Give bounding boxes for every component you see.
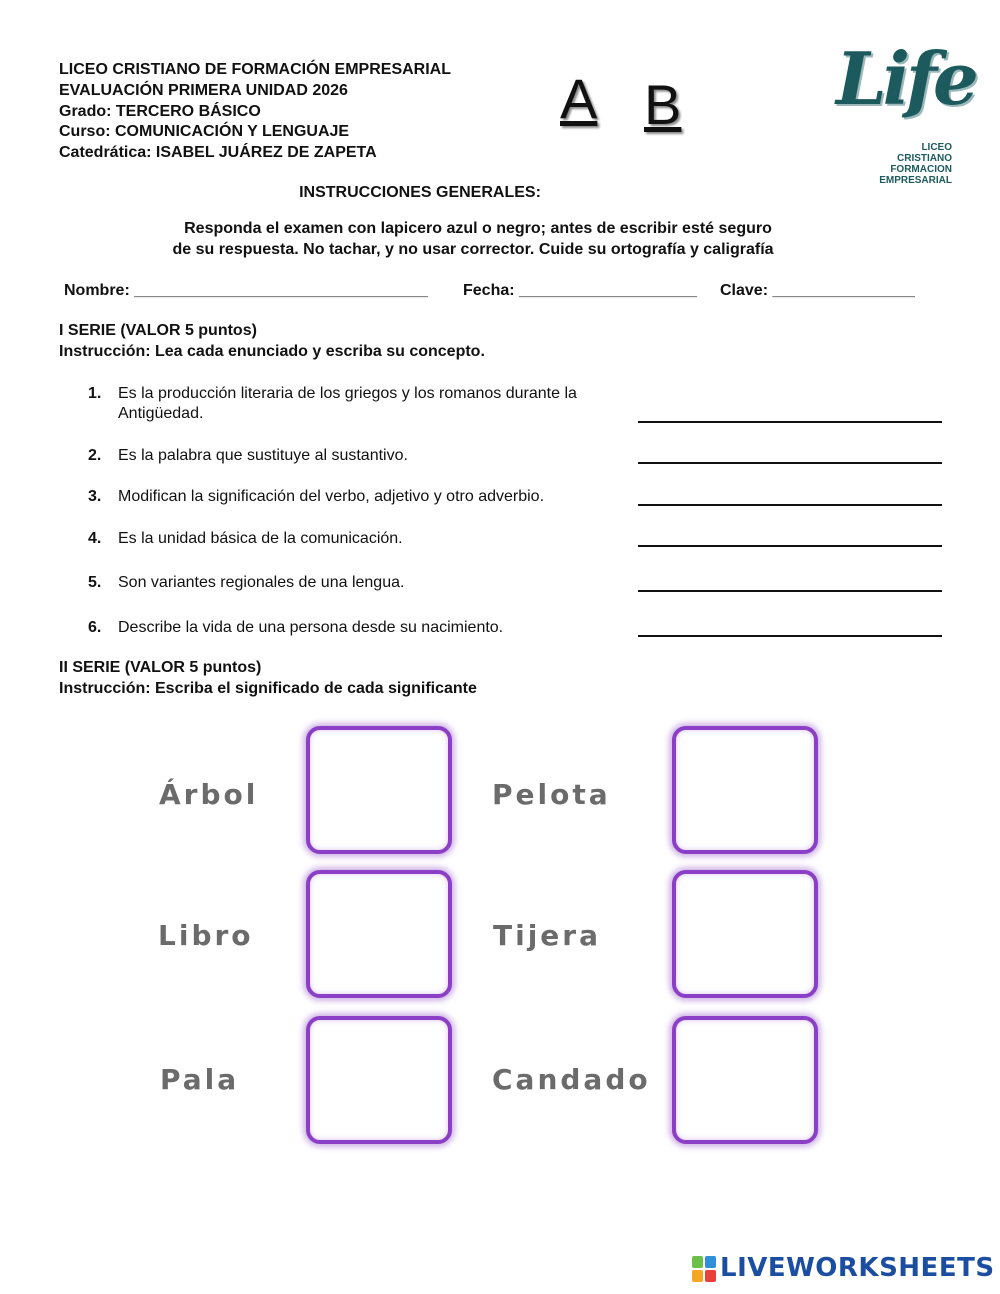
serie1-title: I SERIE (VALOR 5 puntos) xyxy=(59,322,257,339)
answer-input-candado[interactable] xyxy=(676,1020,818,1142)
question-text: Describe la vida de una persona desde su nacimiento. xyxy=(118,619,504,636)
answer-line-3[interactable] xyxy=(638,504,942,506)
logo-line-4: EMPRESARIAL xyxy=(879,175,952,186)
question-number: 4. xyxy=(88,530,102,547)
logo-word: Life xyxy=(836,36,975,121)
question-number: 2. xyxy=(88,447,102,464)
instructions-title: INSTRUCCIONES GENERALES: xyxy=(299,184,541,201)
grade-line: Grado: TERCERO BÁSICO xyxy=(59,102,261,120)
question-number: 5. xyxy=(88,574,102,591)
question-text: Son variantes regionales de una lengua. xyxy=(118,574,405,591)
serie2-title: II SERIE (VALOR 5 puntos) xyxy=(59,659,262,676)
answer-box-candado[interactable] xyxy=(672,1016,818,1144)
serie1-instruction: Instrucción: Lea cada enunciado y escriba su concepto. xyxy=(59,343,485,360)
answer-line-6[interactable] xyxy=(638,635,942,637)
answer-input-arbol[interactable] xyxy=(310,730,452,852)
answer-input-tijera[interactable] xyxy=(676,874,818,996)
answer-line-4[interactable] xyxy=(638,545,942,547)
logo-line-3: FORMACION xyxy=(890,164,952,175)
answer-line-5[interactable] xyxy=(638,590,942,592)
instructions-line-1: Responda el examen con lapicero azul o negro; antes de escribir esté seguro xyxy=(184,220,772,237)
answer-box-pala[interactable] xyxy=(306,1016,452,1144)
exam-title: EVALUACIÓN PRIMERA UNIDAD 2026 xyxy=(59,81,348,99)
answer-box-pelota[interactable] xyxy=(672,726,818,854)
question-text: Es la producción literaria de los griegos y los romanos durante la Antigüedad. xyxy=(118,385,577,422)
instructions-line-2: de su respuesta. No tachar, y no usar corrector. Cuide su ortografía y caligrafía xyxy=(172,241,774,258)
answer-line-2[interactable] xyxy=(638,462,942,464)
liveworksheets-label: LIVEWORKSHEETS xyxy=(720,1253,995,1283)
school-name: LICEO CRISTIANO DE FORMACIÓN EMPRESARIAL xyxy=(59,61,452,78)
question-number: 1. xyxy=(88,385,102,402)
answer-input-pala[interactable] xyxy=(310,1020,452,1142)
answer-line-1[interactable] xyxy=(638,421,942,423)
answer-input-pelota[interactable] xyxy=(676,730,818,852)
answer-box-libro[interactable] xyxy=(306,870,452,998)
logo-line-2: CRISTIANO xyxy=(897,153,952,164)
logo-line-1: LICEO xyxy=(921,142,952,153)
liveworksheets-icon xyxy=(692,1256,716,1282)
version-a: A xyxy=(560,67,598,130)
word-tijera: Tijera xyxy=(493,919,601,952)
version-b: B xyxy=(644,73,682,136)
header-block xyxy=(59,60,539,164)
question-number: 3. xyxy=(88,488,102,505)
word-arbol: Árbol xyxy=(159,778,259,811)
word-libro: Libro xyxy=(158,919,254,952)
answer-input-libro[interactable] xyxy=(310,874,452,996)
word-pala: Pala xyxy=(160,1063,240,1096)
school-logo xyxy=(828,30,975,186)
question-text: Modifican la significación del verbo, adjetivo y otro adverbio. xyxy=(118,488,545,505)
field-clave[interactable]: Clave: ________________ xyxy=(720,282,915,299)
serie2-instruction: Instrucción: Escriba el significado de cada significante xyxy=(59,680,477,697)
question-text: Es la palabra que sustituye al sustantivo. xyxy=(118,447,408,464)
logo-subtitle xyxy=(879,142,952,186)
field-fecha[interactable]: Fecha: ____________________ xyxy=(463,282,697,299)
answer-box-tijera[interactable] xyxy=(672,870,818,998)
word-candado: Candado xyxy=(492,1063,651,1096)
question-number: 6. xyxy=(88,619,102,636)
field-nombre[interactable]: Nombre: _________________________________ xyxy=(64,282,428,299)
word-pelota: Pelota xyxy=(492,778,611,811)
teacher-line: Catedrática: ISABEL JUÁREZ DE ZAPETA xyxy=(59,144,377,162)
answer-box-arbol[interactable] xyxy=(306,726,452,854)
question-text: Es la unidad básica de la comunicación. xyxy=(118,530,403,547)
course-line: Curso: COMUNICACIÓN Y LENGUAJE xyxy=(59,123,350,141)
